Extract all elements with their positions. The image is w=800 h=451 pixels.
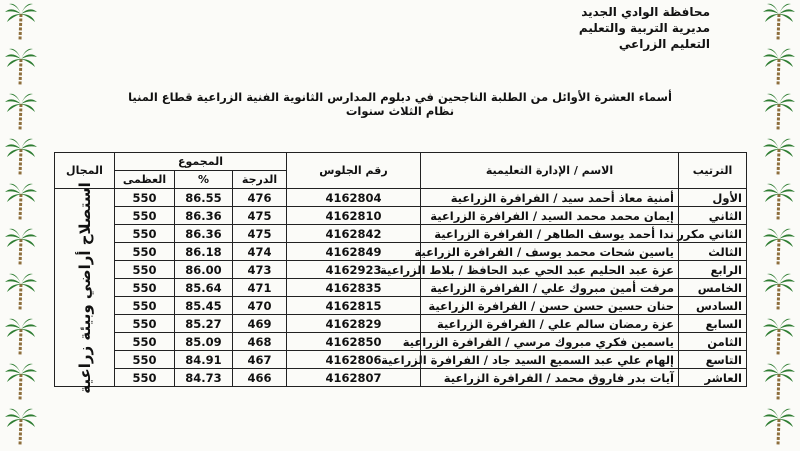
score-cell: 473 (233, 261, 287, 279)
seat-cell: 4162850 (287, 333, 421, 351)
palm-tree-icon (4, 0, 38, 42)
field-label: استصلاح أراضي وبيئة زراعية (75, 181, 94, 394)
rank-cell: الرابع (679, 261, 747, 279)
seat-cell: 4162849 (287, 243, 421, 261)
percent-cell: 85.45 (175, 297, 233, 315)
seat-cell: 4162815 (287, 297, 421, 315)
palm-tree-icon (762, 45, 796, 87)
table-row (55, 351, 747, 369)
score-cell: 474 (233, 243, 287, 261)
palm-tree-icon (4, 45, 38, 87)
max-cell: 550 (115, 333, 175, 351)
palm-tree-icon (762, 270, 796, 312)
name-cell: إلهام علي عبد السميع السيد جاد / الفرافرة الزراعية (421, 351, 679, 369)
rank-cell: الخامس (679, 279, 747, 297)
rank-cell: الثالث (679, 243, 747, 261)
seat-cell: 4162804 (287, 189, 421, 207)
max-cell: 550 (115, 279, 175, 297)
score-cell: 467 (233, 351, 287, 369)
max-cell: 550 (115, 351, 175, 369)
seat-cell: 4162806 (287, 351, 421, 369)
name-cell: عزة عبد الحليم عبد الحي عبد الحافظ / بلاط الزراعية (421, 261, 679, 279)
percent-cell: 85.64 (175, 279, 233, 297)
max-cell: 550 (115, 243, 175, 261)
header-directorate: مديرية التربية والتعليم (578, 21, 710, 35)
field-cell (55, 181, 115, 394)
left-palm-border (0, 0, 42, 450)
seat-cell: 4162835 (287, 279, 421, 297)
palm-tree-icon (4, 315, 38, 357)
score-cell: 470 (233, 297, 287, 315)
palm-tree-icon (4, 225, 38, 267)
palm-tree-icon (762, 0, 796, 42)
score-cell: 476 (233, 189, 287, 207)
table-row (55, 225, 747, 243)
score-cell: 475 (233, 225, 287, 243)
score-cell: 466 (233, 369, 287, 387)
rank-cell: الثاني (679, 207, 747, 225)
max-cell: 550 (115, 315, 175, 333)
palm-tree-icon (762, 360, 796, 402)
name-cell: آيات بدر فاروق محمد / الفرافرة الزراعية (421, 369, 679, 387)
rank-cell: السادس (679, 297, 747, 315)
palm-tree-icon (4, 90, 38, 132)
score-cell: 471 (233, 279, 287, 297)
palm-tree-icon (4, 135, 38, 177)
max-cell: 550 (115, 297, 175, 315)
percent-cell: 84.91 (175, 351, 233, 369)
document-title: أسماء العشرة الأوائل من الطلبة الناجحين في دبلوم المدارس الثانوية الفنية الزراعية قطاع المنيا نظام الثلاث سنوات (128, 90, 672, 118)
max-cell: 550 (115, 207, 175, 225)
percent-cell: 84.73 (175, 369, 233, 387)
table-row (55, 279, 747, 297)
max-cell: 550 (115, 369, 175, 387)
percent-cell: 86.36 (175, 207, 233, 225)
percent-cell: 86.55 (175, 189, 233, 207)
name-cell: ياسمين فكري مبروك مرسي / الفرافرة الزراعية (421, 333, 679, 351)
rank-cell: الأول (679, 189, 747, 207)
header-governorate: محافظة الوادي الجديد (581, 5, 710, 19)
table-row (55, 243, 747, 261)
percent-cell: 85.09 (175, 333, 233, 351)
name-cell: ندا أحمد يوسف الطاهر / الفرافرة الزراعية (421, 225, 679, 243)
header-department: التعليم الزراعي (618, 37, 710, 51)
seat-cell: 4162842 (287, 225, 421, 243)
header-field: المجال (55, 153, 115, 189)
header-name: الاسم / الإدارة التعليمية (421, 153, 679, 189)
header-score: الدرجة (233, 171, 287, 189)
score-cell: 475 (233, 207, 287, 225)
rank-cell: التاسع (679, 351, 747, 369)
palm-tree-icon (762, 180, 796, 222)
percent-cell: 86.18 (175, 243, 233, 261)
rank-cell: الثامن (679, 333, 747, 351)
header-rank: الترتيب (679, 153, 747, 189)
max-cell: 550 (115, 261, 175, 279)
table-row (55, 369, 747, 387)
palm-tree-icon (762, 405, 796, 447)
palm-tree-icon (762, 315, 796, 357)
header-total: المجموع (115, 153, 287, 171)
name-cell: إيمان محمد محمد السيد / الفرافرة الزراعية (421, 207, 679, 225)
results-table (54, 152, 747, 394)
table-row (55, 315, 747, 333)
seat-cell: 4162829 (287, 315, 421, 333)
name-cell: حنان حسين حسن حسن / الفرافرة الزراعية (421, 297, 679, 315)
seat-cell: 4162807 (287, 369, 421, 387)
table-row (55, 297, 747, 315)
table-row (55, 207, 747, 225)
score-cell: 468 (233, 333, 287, 351)
percent-cell: 85.27 (175, 315, 233, 333)
percent-cell: 86.36 (175, 225, 233, 243)
rank-cell: الثاني مكرر (679, 225, 747, 243)
score-cell: 469 (233, 315, 287, 333)
header-max: العظمى (115, 171, 175, 189)
palm-tree-icon (4, 180, 38, 222)
document-header (410, 4, 710, 52)
header-seat: رقم الجلوس (287, 153, 421, 189)
right-palm-border (758, 0, 800, 450)
seat-cell: 4162923 (287, 261, 421, 279)
name-cell: أمنية معاذ أحمد سيد / الفرافرة الزراعية (421, 189, 679, 207)
rank-cell: السابع (679, 315, 747, 333)
header-percent: % (175, 171, 233, 189)
palm-tree-icon (762, 90, 796, 132)
rank-cell: العاشر (679, 369, 747, 387)
palm-tree-icon (4, 360, 38, 402)
palm-tree-icon (4, 405, 38, 447)
palm-tree-icon (4, 270, 38, 312)
max-cell: 550 (115, 189, 175, 207)
name-cell: مرفت أمين مبروك علي / الفرافرة الزراعية (421, 279, 679, 297)
table-row (55, 333, 747, 351)
palm-tree-icon (762, 225, 796, 267)
max-cell: 550 (115, 225, 175, 243)
table-row (55, 261, 747, 279)
name-cell: ياسين شحات محمد يوسف / الفرافرة الزراعية (421, 243, 679, 261)
table-row (55, 189, 747, 207)
seat-cell: 4162810 (287, 207, 421, 225)
palm-tree-icon (762, 135, 796, 177)
percent-cell: 86.00 (175, 261, 233, 279)
name-cell: عزة رمضان سالم علي / الفرافرة الزراعية (421, 315, 679, 333)
